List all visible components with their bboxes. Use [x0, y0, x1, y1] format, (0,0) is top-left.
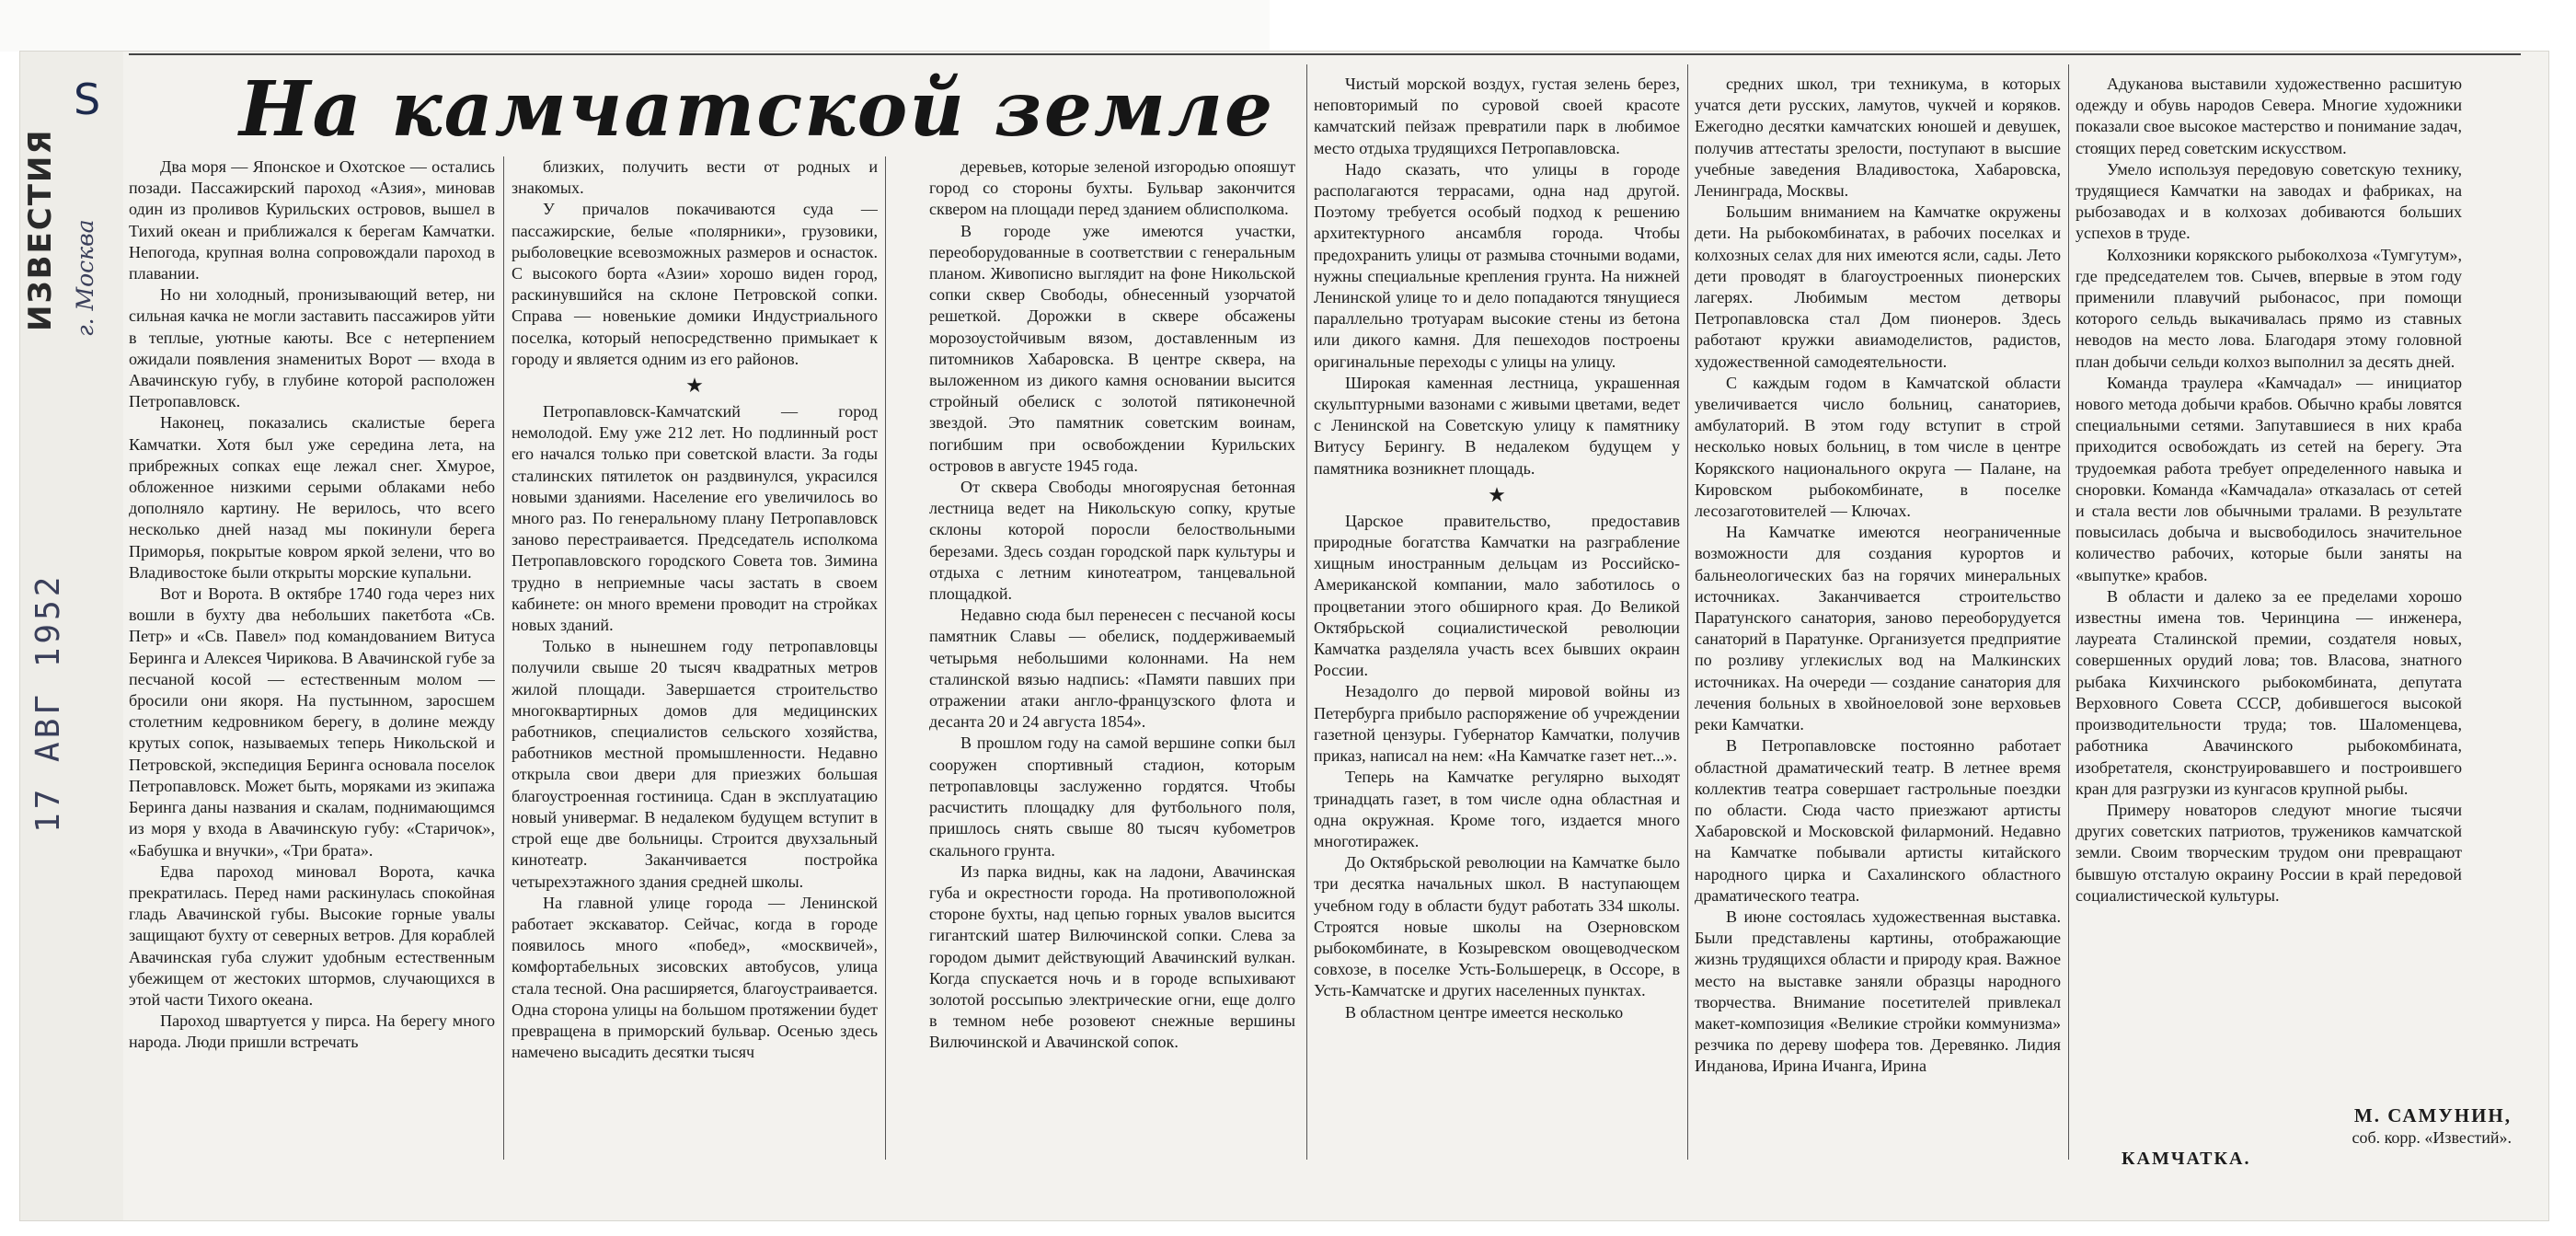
paragraph: деревьев, которые зеленой изгородью опояшут город со стороны бухты. Бульвар закончится сквером на площади перед зданием облисполкома.	[929, 157, 1295, 219]
article-column-1	[129, 156, 495, 1160]
paragraph: Колхозники корякского рыбоколхоза «Тумгутум», где председателем тов. Сычев, впервые в этом году применили плавучий рыбонасос, при помощи которого сельдь выкачивалась прямо из ставных неводов на место лова. Благодаря этому головной план добычи сельди колхоз выполнил за десять дней.	[2076, 245, 2462, 371]
article-column-3	[929, 156, 1295, 1160]
article-column-6	[2076, 74, 2462, 1095]
paragraph: близких, получить вести от родных и знакомых.	[512, 157, 878, 198]
section-divider-star: ★	[1488, 482, 1506, 506]
paragraph: Надо сказать, что улицы в городе располагаются террасами, одна над другой. Поэтому требуется особый подход к решению архитектурного ансамбля города. Чтобы предохранить улицы от размыва сточными водами, нужны специальные крепления грунта. На нижней Ленинской улице то и дело попадаются тянущиеся параллельно тротуарам высокие стены из бетона или дикого камня. Для пешеходов построены оригинальные переходы с улицы на улицу.	[1314, 159, 1680, 371]
scan-background	[0, 0, 1270, 52]
paragraph: Недавно сюда был перенесен с песчаной косы памятник Славы — обелиск, поддерживаемый четырьмя небольшими колоннами. На нем сталинской вязью надпись: «Памяти павших при отражении атаки англо-французского флота и десанта 20 и 24 августа 1854».	[929, 606, 1295, 732]
paragraph: Большим вниманием на Камчатке окружены дети. На рыбокомбинатах, в рабочих поселках и колхозных селах для них имеются ясли, сады. Лето дети проводят в благоустроенных пионерских лагерях. Любимым местом детворы Петропавловска стал Дом пионеров. Здесь работают кружки авиамоделистов, радистов, художественной самодеятельности.	[1695, 202, 2061, 371]
paragraph: средних школ, три техникума, в которых учатся дети русских, ламутов, чукчей и коряков. Ежегодно десятки камчатских юношей и девушек, получив аттестаты зрелости, поступают в высшие учебные заведения Владивостока, Хабаровска, Ленинграда, Москвы.	[1695, 75, 2061, 201]
paragraph: Незадолго до первой мировой войны из Петербурга прибыло распоряжение об учреждении газетной цензуры. Губернатор Камчатки, получив приказ, написал на нем: «На Камчатке газет нет...».	[1314, 682, 1680, 766]
paragraph: Только в нынешнем году петропавловцы получили свыше 20 тысяч квадратных метров жилой площади. Завершается строительство многоквартирных домов для медицинских работников, специалистов сельского хозяйства, работников местной промышленности. Недавно открыла свои двери для приезжих большая благоустроенная гостиница. Сдан в эксплуатацию новый универмаг. В недалеком будущем вступит в строй еще две больницы. Строится двухзальный кинотеатр. Заканчивается постройка четырехэтажного здания средней школы.	[512, 637, 878, 891]
article-column-5	[1695, 74, 2061, 1164]
article-column-2	[512, 156, 878, 1160]
column-divider	[885, 156, 886, 1160]
column-divider	[503, 156, 504, 1160]
paragraph: Из парка видны, как на ладони, Авачинская губа и окрестности города. На противоположной стороне бухты, над цепью горных увалов высится гигантский шатер Вилючинской сопки. Слева за городом дымит действующий Авачинский вулкан. Когда спускается ночь и в городе вспыхивают золотой россыпью электрические огни, еще долго в темном небе розовеют снежные вершины Вилючинской и Авачинской сопок.	[929, 861, 1295, 1052]
paragraph: В областном центре имеется несколько	[1345, 1002, 1624, 1022]
handwritten-mark: S	[74, 75, 101, 124]
paragraph: Наконец, показались скалистые берега Камчатки. Хотя был уже середина лета, на прибрежных сопках еще лежал снег. Хмурое, обложенное низкими серыми облаками небо дополняло картину. Не верилось, что всего несколько дней назад мы покинули берега Приморья, покрытые ковром яркой зелени, что во Владивостоке были открыты морские купальни.	[129, 413, 495, 582]
paragraph: Умело используя передовую советскую технику, трудящиеся Камчатки на заводах и фабриках, на рыбозаводах и в колхозах добиваются больших успехов в труде.	[2076, 159, 2462, 243]
paragraph: Чистый морской воздух, густая зелень берез, неповторимый по суровой своей красоте камчатский пейзаж превратили парк в любимое место отдыха трудящихся Петропавловска.	[1314, 75, 1680, 157]
article-headline: На камчатской земле	[239, 65, 1275, 154]
paragraph: Царское правительство, предоставив природные богатства Камчатки на разграбление хищным иностранным дельцам из Российско-Американской компании, мало заботилось о процветании этого обширного края. До Великой Октябрьской социалистической революции Камчатка разделяла участь всех бывших окраин России.	[1314, 511, 1680, 680]
paragraph: На главной улице города — Ленинской работает экскаватор. Сейчас, когда в городе появилось много «побед», «москвичей», комфортабельных зисовских автобусов, улица стала тесной. Она расширяется, благоустраивается. Одна сторона улицы на большом протяжении будет превращена в приморский бульвар. Осенью здесь намечено высадить десятки тысяч	[512, 893, 878, 1062]
paragraph: Петропавловск-Камчатский — город немолодой. Ему уже 212 лет. Но подлинный рост его начался только при советской власти. За годы сталинских пятилеток он раздвинулся, украсился новыми зданиями. Население его увеличилось во много раз. По генеральному плану Петропавловск заново перестраивается. Председатель исполкома Петропавловского городского Совета тов. Зимина трудно в неприемные часы застать в своем кабинете: он много времени проводит на стройках новых зданий.	[512, 402, 878, 635]
byline	[2116, 1104, 2521, 1178]
paragraph: На Камчатке имеются неограниченные возможности для создания курортов и бальнеологических баз на горячих минеральных источниках. Заканчивается строительство Паратунского санатория, заново переоборудуется санаторий в Паратунке. Организуется предприятие по розливу углекислых вод на Малкинских источниках. На очереди — создание санатория для лечения больных в хвойноеловой зоне верховьев реки Камчатки.	[1695, 523, 2061, 734]
column-divider	[1306, 64, 1307, 1160]
paragraph: От сквера Свободы многоярусная бетонная лестница ведет на Никольскую сопку, крутые склоны которой поросли белоствольными березами. Здесь создан городской парк культуры и отдыха с летним кинотеатром, танцевальной площадкой.	[929, 478, 1295, 604]
paragraph: В городе уже имеются участки, переоборудованные в соответствии с генеральным планом. Живописно выглядит на фоне Никольской сопки сквер Свободы, обнесенный узорчатой решеткой. Дорожки в сквере обсажены морозоустойчивым вязом, доставленным из питомников Хабаровска. В центре сквера, на выложенном из дикого камня основании высится стройный обелиск с золотой пятиконечной звездой. Это памятник советским воинам, погибшим при освобождении Курильских островов в августе 1945 года.	[929, 221, 1295, 475]
paragraph: Адуканова выставили художественно расшитую одежду и обувь народов Севера. Многие художники показали свое высокое мастерство и понимание задач, стоящих перед советским искусством.	[2076, 75, 2462, 157]
paragraph: Примеру новаторов следуют многие тысячи других советских патриотов, тружеников камчатской земли. Своим творческим трудом они превращают бывшую отсталую окраину России в край передовой социалистической культуры.	[2076, 800, 2462, 905]
paragraph: Едва пароход миновал Ворота, качка прекратилась. Перед нами раскинулась спокойная гладь Авачинской губы. Высокие горные увалы защищают бухту от северных ветров. Для кораблей Авачинская губа служит удобным естественным убежищем от жестоких штормов, случающихся в этой части Тихого океана.	[129, 861, 495, 1009]
source-stamp	[22, 248, 77, 331]
column-divider	[2068, 64, 2069, 1160]
column-divider	[1687, 64, 1688, 1160]
paragraph: Команда траулера «Камчадал» — инициатор нового метода добычи крабов. Обычно крабы ловятся специальными сетями. Запутавшиеся в них краба приходится освобождать из сетей на берегу. Эта трудоемкая работа требует определенного навыка и сноровки. Команда «Камчадала» отказалась от сетей и стала вести лов обычными тралами. В результате повысилась добыча и высвободилось значительное количество рабочих, которые были заняты на «выпутке» крабов.	[2076, 373, 2462, 584]
paragraph: Пароход швартуется у пирса. На берегу много народа. Люди пришли встречать	[129, 1011, 495, 1052]
paragraph: В Петропавловске постоянно работает областной драматический театр. В летнее время коллектив театра совершает гастрольные поездки по области. Сюда часто приезжают артисты Хабаровской и Московской филармоний. Недавно на Камчатке побывали артисты китайского народного цирка и Сахалинского областного драматического театра.	[1695, 736, 2061, 905]
paragraph: Но ни холодный, пронизывающий ветер, ни сильная качка не могли заставить пассажиров уйти в теплые, уютные каюты. Все с нетерпением ожидали появления знаменитых Ворот — входа в Авачинскую губу, в глубине которой расположен Петропавловск.	[129, 285, 495, 411]
paragraph: У причалов покачиваются суда — пассажирские, белые «полярники», грузовики, рыболовецкие всевозможных размеров и оснасток. С высокого борта «Азии» хорошо виден город, раскинувшийся на склоне Петровской сопки. Справа — новенькие домики Индустриального поселка, который непосредственно примыкает к городу и является одним из его районов.	[512, 200, 878, 368]
paragraph: Теперь на Камчатке регулярно выходят тринадцать газет, в том числе одна областная и одна окружная. Кроме того, издается много многотиражек.	[1314, 768, 1680, 850]
date-stamp: 17 АВГ 1952	[29, 572, 67, 833]
byline-role: соб. корр. «Известий».	[2352, 1128, 2512, 1147]
section-divider-star: ★	[685, 374, 704, 398]
paragraph: Вот и Ворота. В октябре 1740 года через них вошли в бухту два небольших пакетбота «Св. Петр» и «Св. Павел» под командованием Витуса Беринга и Алексея Чирикова. В Авачинской губе за песчаной косой — естественным молом — бросили они якоря. На пустынном, заросшем столетним кедровником берегу, в долине между крутых сопок, называемых теперь Никольской и Петровской, экспедиция Беринга основала поселок Петропавловск. Может быть, моряками из экипажа Беринга даны названия и скалам, поднимающимся из моря у входа в Авачинскую губу: «Старичок», «Бабушка и внучки», «Три брата».	[129, 584, 495, 860]
article-column-4	[1314, 74, 1680, 1164]
top-rule	[129, 53, 2521, 55]
paragraph: Широкая каменная лестница, украшенная скульптурными вазонами с живыми цветами, ведет с Ленинской на Советскую улицу к памятнику Витусу Берингу. В недалеком будущем у памятника возникнет площадь.	[1314, 373, 1680, 478]
byline-author: М. САМУНИН,	[2353, 1104, 2512, 1126]
paragraph: В области и далеко за ее пределами хорошо известны имена тов. Черинцина — инженера, лауреата Сталинской премии, создателя новых, совершенных орудий лова; тов. Власова, знатного рыбака Кихчинского рыбокомбината, депутата Верховного Совета СССР, добившегося высокой производительности труда; тов. Шаломенцева, работника Авачинского рыбокомбината, изобретателя, сконструировавшего и построившего кран для разгрузки из кунгасов крупной рыбы.	[2076, 586, 2462, 798]
byline-place: КАМЧАТКА.	[2122, 1149, 2251, 1169]
paragraph: В прошлом году на самой вершине сопки был сооружен спортивный стадион, которым петропавловцы заслуженно гордятся. Чтобы расчистить площадку для футбольного поля, пришлось снять свыше 80 тысяч кубометров скального грунта.	[929, 734, 1295, 860]
paragraph: С каждым годом в Камчатской области увеличивается число больниц, санаториев, амбулаторий. В этом году вступит в строй несколько новых больниц, в том числе в центре Корякского национального округа — Палане, на Кировском рыбокомбинате, в поселке лесозаготовителей — Ключах.	[1695, 373, 2061, 521]
paragraph: Два моря — Японское и Охотское — остались позади. Пассажирский пароход «Азия», миновав один из проливов Курильских островов, вышел в Тихий океан и приближался к берегам Камчатки. Непогода, крупная волна сопровождали пароход в плавании.	[129, 157, 495, 283]
source-city-stamp	[72, 282, 109, 337]
paragraph: В июне состоялась художественная выставка. Были представлены картины, отображающие жизнь трудящихся области и природу края. Важное место на выставке заняли образцы народного творчества. Внимание посетителей привлекал макет-композиция «Великие стройки коммунизма» резчика по дереву шофера тов. Деревянко. Лидия Инданова, Ирина Ичанга, Ирина	[1695, 907, 2061, 1076]
paragraph: До Октябрьской революции на Камчатке было три десятка начальных школ. В наступающем учебном году в области будут работать 334 школы. Строятся новые школы на Озерновском рыбокомбинате, в Козыревском овощеводческом совхозе, в поселке Усть-Большерецк, в Оссоре, в Усть-Камчатске и других населенных пунктах.	[1314, 853, 1680, 1000]
